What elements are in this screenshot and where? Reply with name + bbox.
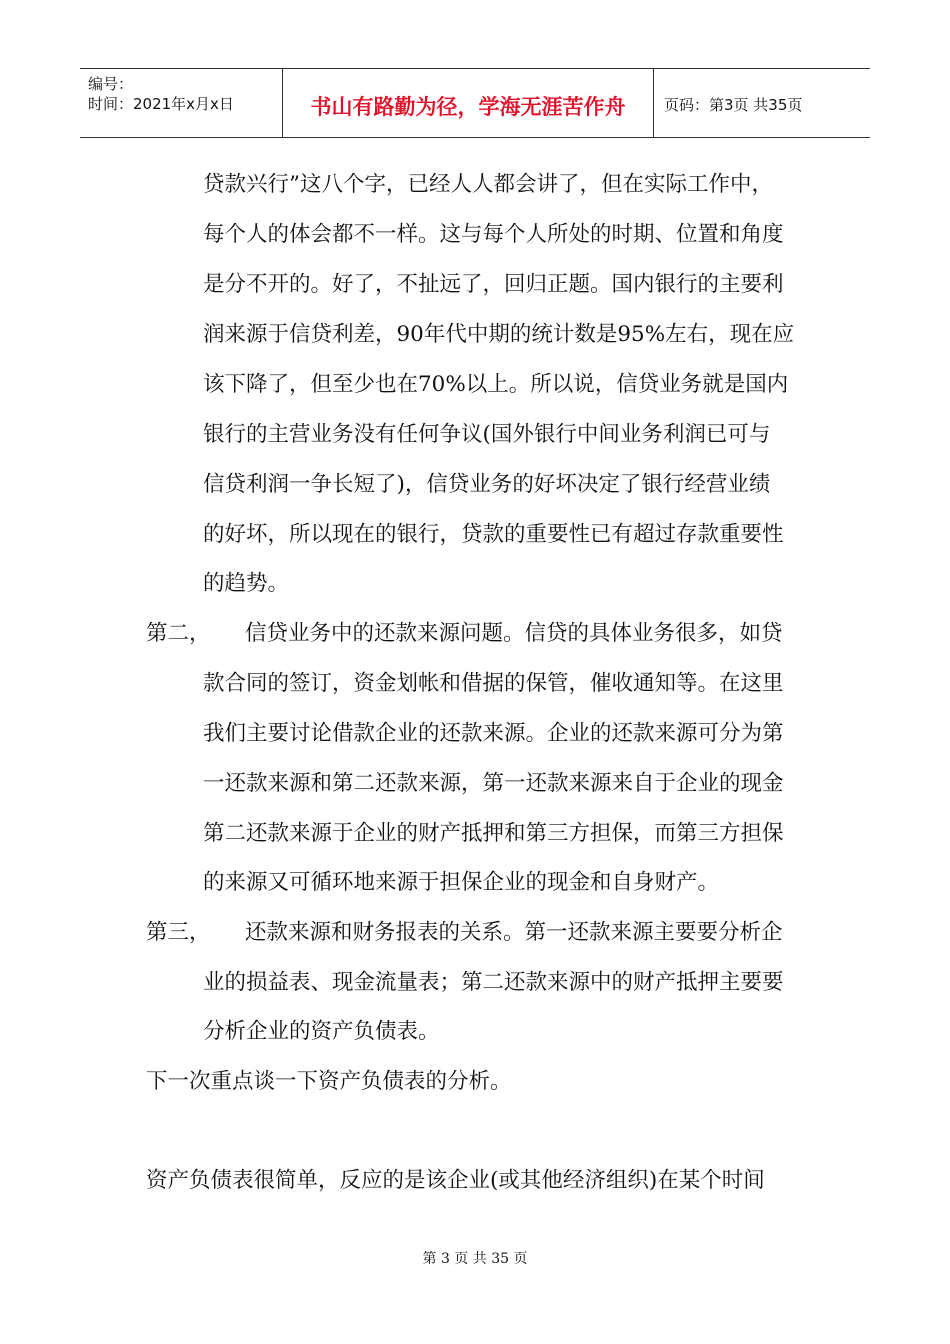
list-marker-second: 第二， xyxy=(146,621,211,646)
header-motto: 书山有路勤为径，学海无涯苦作舟 xyxy=(310,95,626,119)
paragraph-line: 每个人的体会都不一样。这与每个人所处的时期、位置和角度 xyxy=(203,222,784,247)
page-header xyxy=(80,68,870,138)
paragraph-line: 还款来源和财务报表的关系。第一还款来源主要要分析企 xyxy=(245,920,783,945)
paragraph-line: 信贷业务中的还款来源问题。信贷的具体业务很多，如贷 xyxy=(245,621,783,646)
paragraph-line: 第二还款来源于企业的财产抵押和第三方担保，而第三方担保 xyxy=(203,821,784,846)
paragraph-line: 是分不开的。好了，不扯远了，回归正题。国内银行的主要利 xyxy=(203,272,784,297)
paragraph-line: 该下降了，但至少也在70%以上。所以说，信贷业务就是国内 xyxy=(203,372,789,397)
paragraph-line: 下一次重点谈一下资产负债表的分析。 xyxy=(146,1069,512,1094)
paragraph-line: 我们主要讨论借款企业的还款来源。企业的还款来源可分为第 xyxy=(203,721,784,746)
page-footer: 第 3 页 共 35 页 xyxy=(422,1251,528,1267)
paragraph-line: 的来源又可循环地来源于担保企业的现金和自身财产。 xyxy=(203,870,720,895)
paragraph-line: 的趋势。 xyxy=(203,571,290,596)
paragraph-line: 的好坏，所以现在的银行，贷款的重要性已有超过存款重要性 xyxy=(203,522,784,547)
paragraph-line: 银行的主营业务没有任何争议(国外银行中间业务利润已可与 xyxy=(203,422,771,447)
paragraph-line: 润来源于信贷利差，90年代中期的统计数是95%左右，现在应 xyxy=(203,322,795,347)
paragraph-line: 贷款兴行”这八个字，已经人人都会讲了，但在实际工作中， xyxy=(203,172,773,197)
document-date-label: 时间：2021年x月x日 xyxy=(88,95,234,113)
header-page-cell xyxy=(654,69,870,137)
header-meta-cell xyxy=(80,69,283,137)
paragraph-line: 款合同的签订，资金划帐和借据的保管，催收通知等。在这里 xyxy=(203,671,784,696)
header-page-number: 页码：第3页 共35页 xyxy=(664,96,803,114)
paragraph-line: 资产负债表很简单，反应的是该企业(或其他经济组织)在某个时间 xyxy=(146,1168,765,1193)
paragraph-line: 分析企业的资产负债表。 xyxy=(203,1019,440,1044)
document-number-label: 编号： xyxy=(88,75,134,93)
header-motto-cell xyxy=(283,69,654,137)
paragraph-line: 一还款来源和第二还款来源，第一还款来源来自于企业的现金 xyxy=(203,771,784,796)
paragraph-line: 信贷利润一争长短了)，信贷业务的好坏决定了银行经营业绩 xyxy=(203,472,771,497)
paragraph-line: 业的损益表、现金流量表；第二还款来源中的财产抵押主要要 xyxy=(203,970,784,995)
list-marker-third: 第三， xyxy=(146,920,211,945)
